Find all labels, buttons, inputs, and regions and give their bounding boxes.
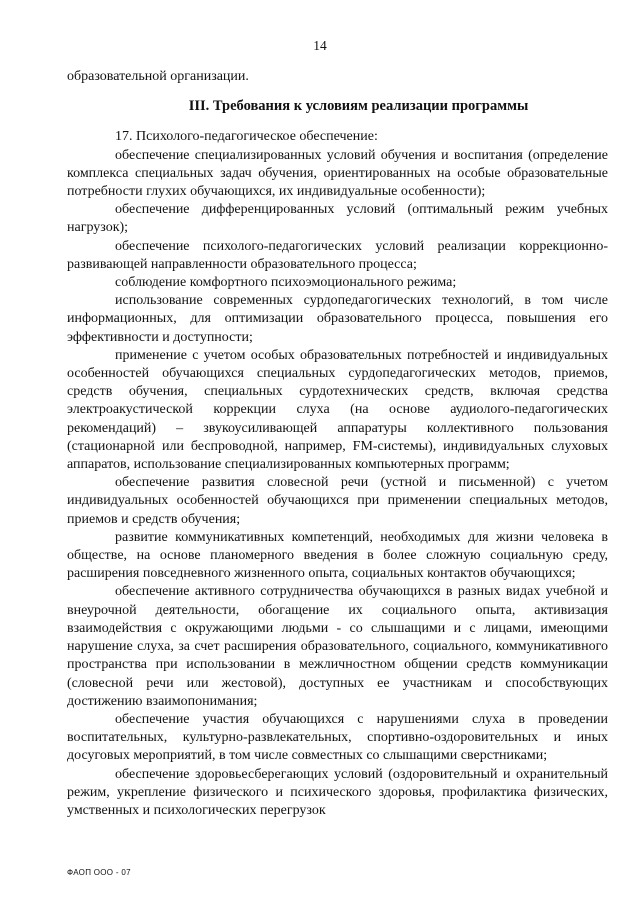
footer-label: ФАОП ООО - 07: [67, 868, 131, 877]
paragraph-item: развитие коммуникативных компетенций, необходимых для жизни человека в обществе, на основе планомерного введения в более сложную социальную среду, расширения повседневного жизненного опыта, социальных контактов обучающихся;: [67, 529, 608, 582]
paragraph-item: обеспечение здоровьесберегающих условий (оздоровительный и охранительный режим, укрепление физического и психического здоровья, профилактика физических, умственных и психологических перегрузок: [67, 766, 608, 818]
paragraph-item: соблюдение комфортного психоэмоционального режима;: [115, 275, 457, 291]
paragraph-item: обеспечение участия обучающихся с нарушениями слуха в проведении воспитательных, культурно-развлекательных, спортивно-оздоровительных и иных досуговых мероприятий, в том числе совместных со слышащими сверстниками;: [67, 711, 608, 764]
section-heading: III. Требования к условиям реализации программы: [188, 98, 529, 115]
page-number: 14: [313, 38, 327, 53]
paragraph-item: обеспечение специализированных условий обучения и воспитания (определение комплекса специальных задач обучения, ориентированных на особые образовательные потребности глухих обучающихся, их индивидуальные особенности);: [67, 147, 608, 200]
paragraph-item: обеспечение развития словесной речи (устной и письменной) с учетом индивидуальных особенностей обучающихся при применении специальных методов, приемов и средств обучения;: [67, 475, 608, 527]
paragraph-item: обеспечение дифференцированных условий (оптимальный режим учебных нагрузок);: [67, 202, 608, 236]
document-body: [67, 68, 608, 820]
continuation-text: образовательной организации.: [67, 69, 249, 84]
paragraph-item: 17. Психолого-педагогическое обеспечение:: [115, 129, 378, 145]
paragraph-item: использование современных сурдопедагогических технологий, в том числе информационных, для оптимизации образовательного процесса, повышения его эффективности и доступности;: [67, 293, 608, 345]
paragraph-item: применение с учетом особых образовательных потребностей и индивидуальных особенностей обучающихся специальных сурдопедагогических методов, приемов, средств обучения, специальных сурдотехнических средств, включая средства электроакустической коррекции слуха (на основе аудиолого-педагогических рекомендаций) – звукоусиливающей аппаратуры коллективного пользования (стационарной или беспроводной, например, FM-системы), индивидуальных слуховых аппаратов, использование специализированных компьютерных программ;: [67, 347, 608, 473]
paragraph-item: обеспечение психолого-педагогических условий реализации коррекционно-развивающей направленности образовательного процесса;: [67, 238, 608, 272]
paragraph-item: обеспечение активного сотрудничества обучающихся в разных видах учебной и внеурочной деятельности, обогащение их социального опыта, активизация взаимодействия с окружающими людьми - со слышащими и с лицами, имеющими нарушение слуха, за счет расширения образовательного, социального, коммуникативного пространства при использовании в межличностном общении средств коммуникации (словесной речи или жестовой), доступных ее участникам и способствующих достижению взаимопонимания;: [67, 584, 608, 709]
